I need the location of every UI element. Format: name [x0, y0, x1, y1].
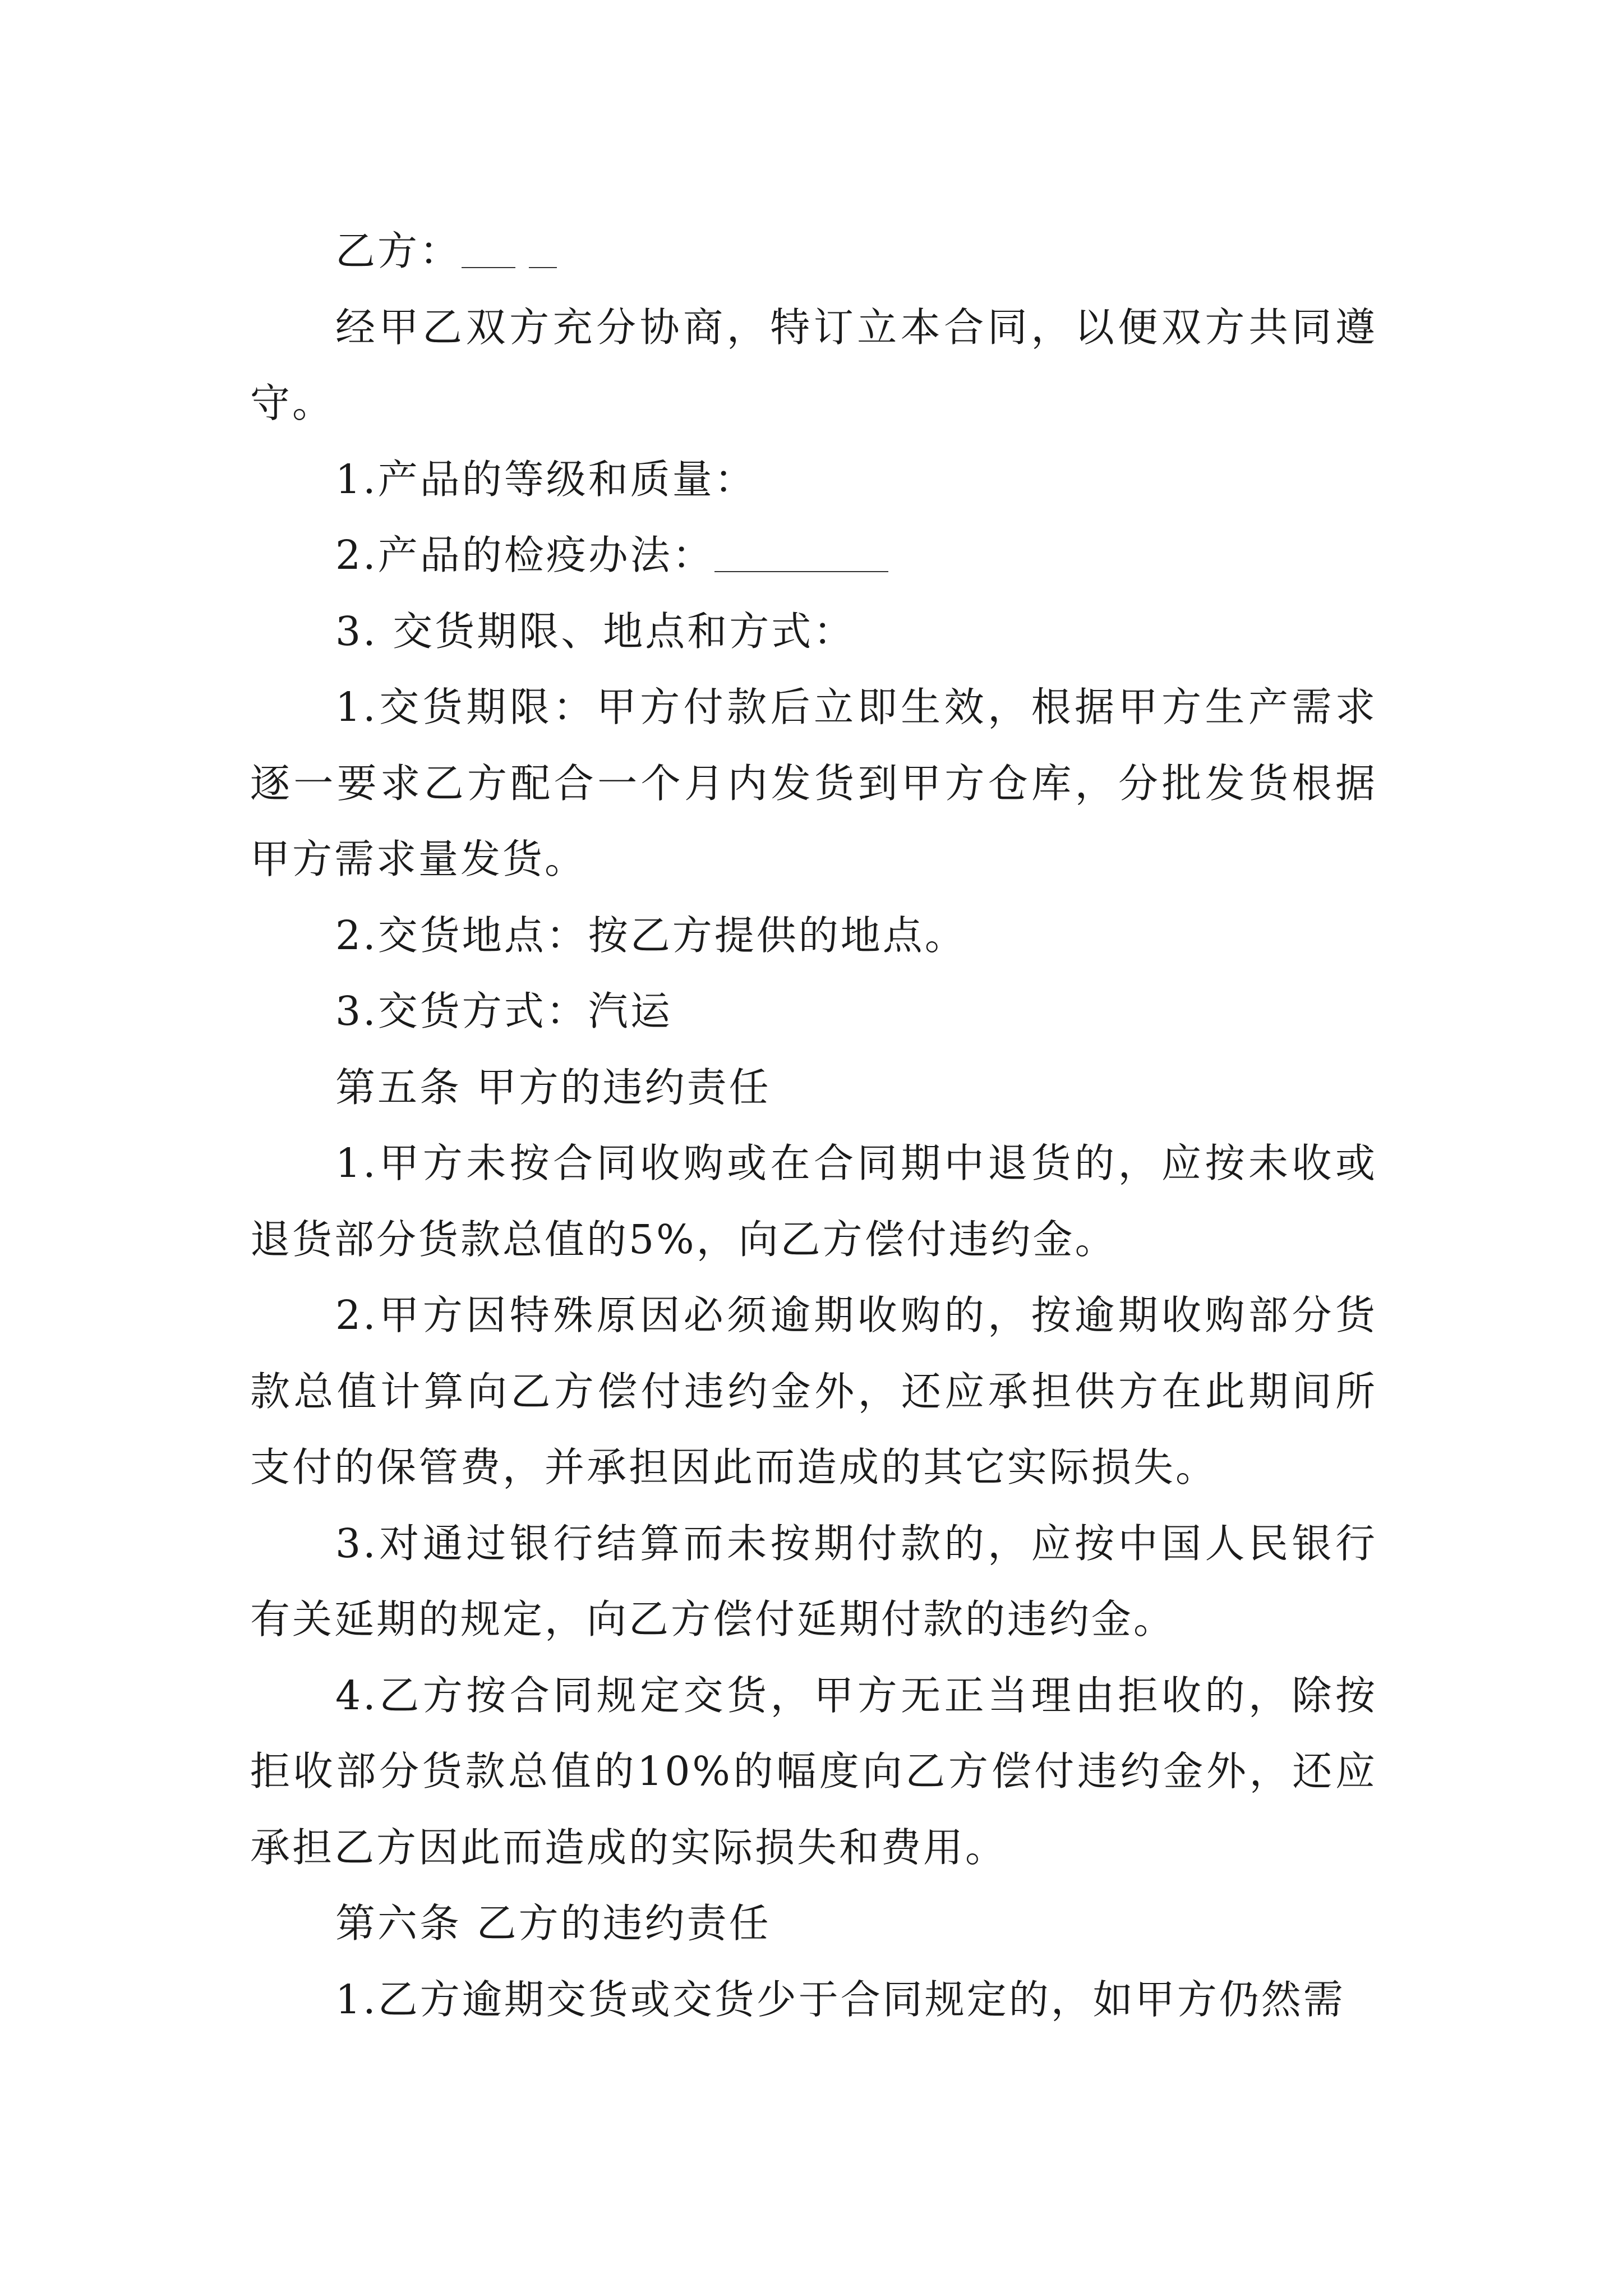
paragraph: 3.对通过银行结算而未按期付款的，应按中国人民银行有关延期的规定，向乙方偿付延期付款的违约金。 [250, 1520, 1377, 1642]
party-b-label: 乙方： [335, 228, 462, 274]
paragraph: 2.甲方因特殊原因必须逾期收购的，按逾期收购部分货款总值计算向乙方偿付违约金外，还应承担供方在此期间所支付的保管费，并承担因此而造成的其它实际损失。 [250, 1292, 1377, 1490]
paragraph: 1.交货期限：甲方付款后立即生效，根据甲方生产需求逐一要求乙方配合一个月内发货到甲方仓库，分批发货根据甲方需求量发货。 [250, 684, 1377, 882]
clause-item: 2.交货地点：按乙方提供的地点。 [335, 912, 967, 959]
clause-item-with-blank: 2.产品的检疫办法： [250, 517, 1377, 593]
paragraph: 1.甲方未按合同收购或在合同期中退货的，应按未收或退货部分货款总值的5%，向乙方偿付违约金。 [250, 1140, 1377, 1263]
party-b-line [250, 213, 1377, 289]
paragraph: 经甲乙双方充分协商，特订立本合同，以便双方共同遵守。 [250, 303, 1377, 426]
blank-line [462, 267, 515, 268]
blank-line [529, 267, 557, 268]
section-heading: 第五条 甲方的违约责任 [335, 1064, 771, 1111]
clause-item: 3.交货方式：汽运 [335, 988, 672, 1034]
paragraph: 4.乙方按合同规定交货，甲方无正当理由拒收的，除按拒收部分货款总值的10%的幅度向乙方偿付违约金外，还应承担乙方因此而造成的实际损失和费用。 [250, 1672, 1377, 1871]
clause-item: 1.产品的等级和质量： [335, 455, 757, 503]
blank-line [714, 571, 888, 572]
paragraph: 1.乙方逾期交货或交货少于合同规定的，如甲方仍然需 [335, 1976, 1345, 2023]
section-heading: 第六条 乙方的违约责任 [335, 1900, 771, 1947]
clause-item: 3. 交货期限、地点和方式： [335, 608, 856, 655]
document-body [250, 213, 1377, 2037]
